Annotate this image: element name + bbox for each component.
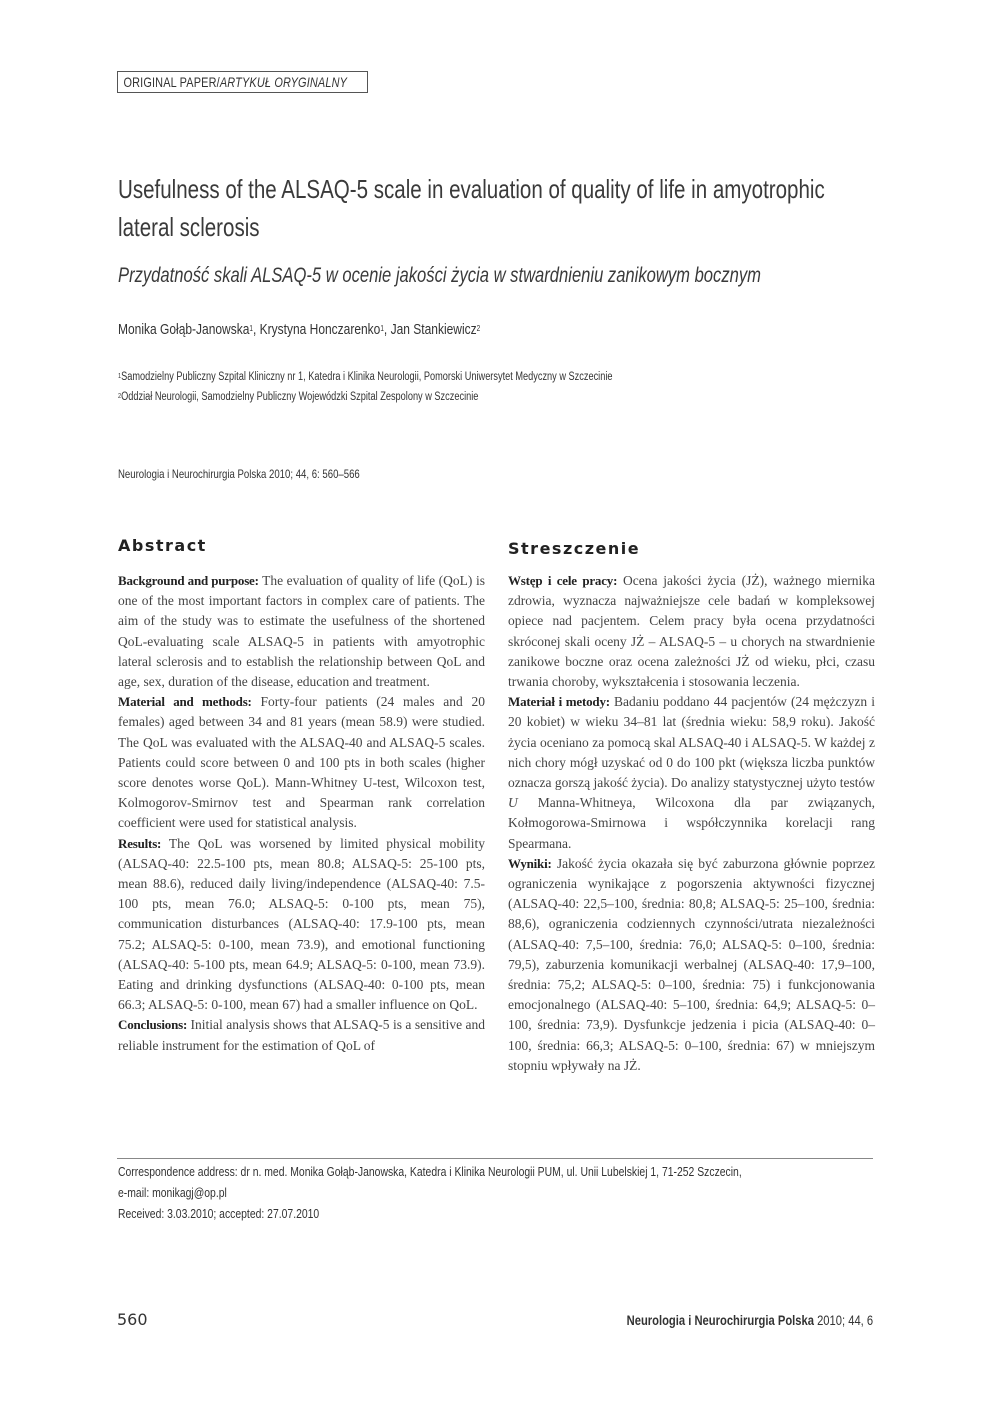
abstract-body [118, 571, 485, 1056]
footnote-divider [117, 1158, 873, 1159]
correspondence-address: Correspondence address: dr n. med. Monika Gołąb-Janowska, Katedra i Klinika Neurologii PUM, ul. Unii Lubelskiej 1, 71-252 Szczecin, [118, 1164, 742, 1179]
received-accepted-dates: Received: 3.03.2010; accepted: 27.07.2010 [118, 1206, 320, 1221]
streszczenie-methods: Materiał i metody: Badaniu poddano 44 pacjentów (24 mężczyzn i 20 kobiet) w wieku 34–81 lat (średnia wieku: 58,9 roku). Jakość życia oceniano za pomocą skal ALSAQ-40 i ALSAQ-5. W każdej z nich chory mógł uzyskać od 0 do 100 pkt (większa liczba punktów oznacza gorszą jakość życia). Do analizy statystycznej użyto testów U Manna-Whitneya, Wilcoxona dla par związanych, Kołmogorowa-Smirnowa i współczynnika korelacji rang Spearmana. [508, 694, 875, 851]
title-line-1: Usefulness of the ALSAQ-5 scale in evaluation of quality of life in amyotrophic [118, 174, 825, 204]
article-type-en: ORIGINAL PAPER/ [123, 74, 220, 90]
streszczenie-results: Wyniki: Jakość życia okazała się być zaburzona głównie poprzez ograniczenia wynikające z pogorszenia aktywności fizycznej (ALSAQ-40: 22,5–100, średnia: 80,8; ALSAQ-5: 25–100, średnia: 88,6), ograniczenia codziennych czynności/utrata niezależności (ALSAQ-40: 7,5–100, średnia: 76,0; ALSAQ-5: 0–100, średnia: 79,5), zaburzenia komunikacji werbalnej (ALSAQ-40: 17,9–100, średnia: 75,2; ALSAQ-5: 0–100, średnia: 75) i funkcjonowania emocjonalnego (ALSAQ-40: 5–100, średnia: 64,9; ALSAQ-5: 0–100, średnia: 73,9). Dysfunkcje jedzenia i picia (ALSAQ-40: 0–100, średnia: 66,3; ALSAQ-5: 0–100, średnia: 67) w mniejszym stopniu wpływały na JŻ. [508, 855, 875, 1073]
abstract-conclusions: Conclusions: Initial analysis shows that ALSAQ-5 is a sensitive and reliable instrument for the estimation of QoL of [118, 1017, 485, 1053]
author-affiliation-mark: 2 [476, 324, 481, 333]
article-type-label [117, 71, 368, 93]
abstract-heading: Abstract [118, 536, 207, 555]
abstract-background: Background and purpose: The evaluation of quality of life (QoL) is one of the most important factors in complex care of patients. The aim of the study was to estimate the usefulness of the shortened QoL-evaluating scale ALSAQ-5 in patients with amyotrophic lateral sclerosis and to establish the relationship between QoL and age, sex, duration of the disease, education and treatment. [118, 573, 485, 690]
article-subtitle-polish: Przydatność skali ALSAQ-5 w ocenie jakości życia w stwardnieniu zanikowym bocznym [118, 264, 761, 287]
author-name: Monika Gołąb-Janowska [118, 321, 250, 338]
affiliation-2: $^2$Oddział Neurologii, Samodzielny Publiczny Wojewódzki Szpital Zespolony w Szczecinie [118, 391, 479, 403]
author-list: Monika Gołąb-Janowska$^1$, Krystyna Honczarenko$^1$, Jan Stankiewicz$^2$ [118, 321, 481, 338]
author-affiliation-mark: 1 [249, 324, 253, 333]
streszczenie-intro: Wstęp i cele pracy: Ocena jakości życia (JŻ), ważnego miernika zdrowia, wyznacza najważniejsze cele badań w kompleksowej opiece nad pacjentem. Celem pracy była ocena przydatności skróconej skali oceny JŻ – ALSAQ-5 – u chorych na stwardnienie zanikowe boczne oraz ocena zależności JŻ od wieku, płci, czasu trwania choroby, wykształcenia i stosowania leczenia. [508, 573, 875, 690]
title-line-2: lateral sclerosis [118, 212, 260, 242]
affiliation-1: $^1$Samodzielny Publiczny Szpital Kliniczny nr 1, Katedra i Klinika Neurologii, Pomorski Uniwersytet Medyczny w Szczecinie [118, 371, 613, 383]
article-type-pl: ARTYKUŁ ORYGINALNY [219, 74, 348, 90]
running-footer: Neurologia i Neurochirurgia Polska 2010; 44, 6 [626, 1312, 873, 1328]
abstract-results: Results: The QoL was worsened by limited physical mobility (ALSAQ-40: 22.5-100 pts, mean 80.8; ALSAQ-5: 25-100 pts, mean 88.6), reduced daily living/independence (ALSAQ-40: 7.5-100 pts, mean 76.0; ALSAQ-5: 0-100 pts, mean 75), communication disturbances (ALSAQ-40: 17.9-100 pts, mean 75.2; ALSAQ-5: 0-100, mean 73.9), and emotional functioning (ALSAQ-40: 5-100 pts, mean 64.9; ALSAQ-5: 0-100, mean 73.9). Eating and drinking dysfunctions (ALSAQ-40: 0-100 pts, mean 66.3; ALSAQ-5: 0-100, mean 67) had a smaller influence on QoL. [118, 835, 485, 1013]
abstract-methods: Material and methods: Forty-four patients (24 males and 20 females) aged between 34 and 81 years (mean 58.9) were studied. The QoL was evaluated with the ALSAQ-40 and ALSAQ-5 scales. Patients could score between 0 and 100 pts in both scales (higher score denotes worse QoL). Mann-Whitney U-test, Wilcoxon test, Kolmogorov-Smirnov test and Spearman rank correlation coefficient were used for statistical analysis. [118, 694, 485, 831]
author-name: Krystyna Honczarenko [259, 321, 381, 338]
correspondence-email: e-mail: monikagj@op.pl [118, 1185, 227, 1200]
streszczenie-heading: Streszczenie [508, 539, 641, 558]
author-name: Jan Stankiewicz [390, 321, 477, 338]
streszczenie-body [508, 571, 875, 1076]
article-title [118, 170, 829, 246]
author-affiliation-mark: 1 [380, 324, 384, 333]
journal-citation: Neurologia i Neurochirurgia Polska 2010; 44, 6: 560–566 [118, 467, 360, 481]
page-number: 560 [117, 1310, 148, 1329]
